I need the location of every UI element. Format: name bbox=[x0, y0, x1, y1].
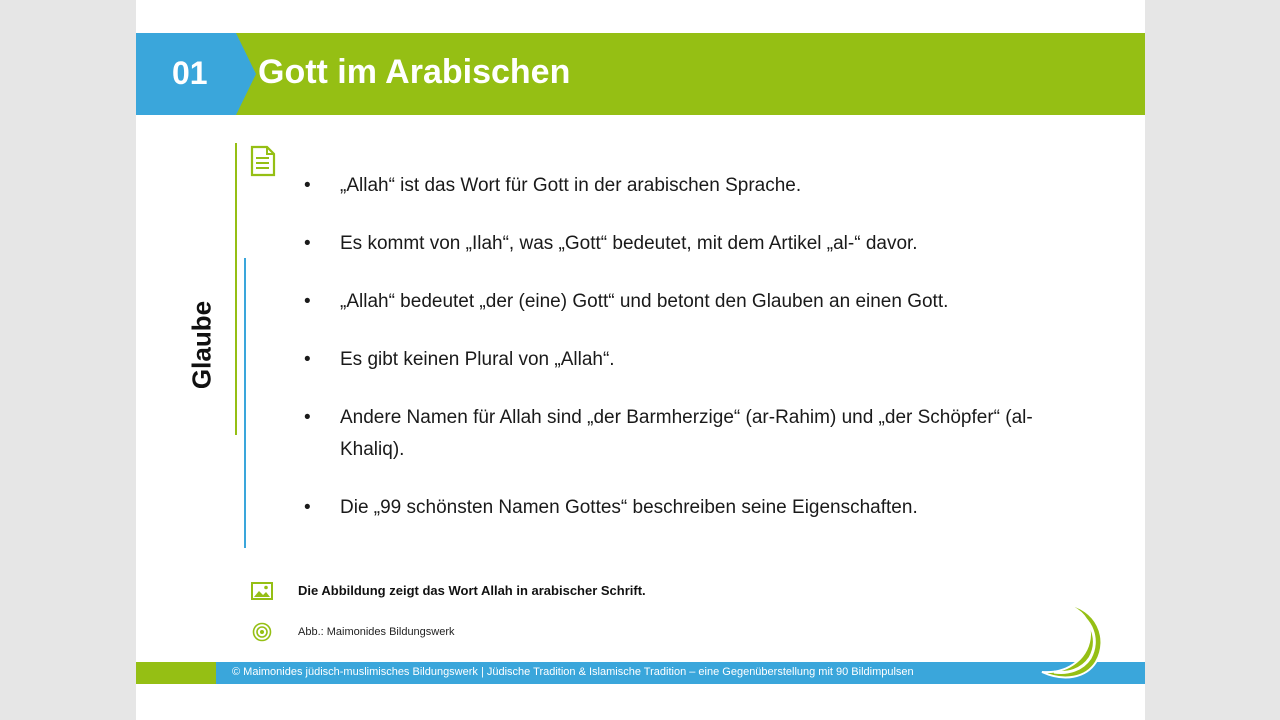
crescent-moon-icon bbox=[1036, 598, 1112, 687]
footer-green-bar bbox=[136, 662, 216, 684]
figure-caption: Die Abbildung zeigt das Wort Allah in arabischer Schrift. bbox=[298, 583, 646, 598]
green-divider-line bbox=[235, 143, 237, 435]
list-item: • Andere Namen für Allah sind „der Barmherzige“ (ar-Rahim) und „der Schöpfer“ (al-Khaliq). bbox=[304, 402, 1084, 466]
header-bar bbox=[136, 33, 1145, 115]
category-label-text: Glaube bbox=[186, 300, 217, 390]
bullet-list bbox=[304, 170, 1084, 550]
list-item: • „Allah“ bedeutet „der (eine) Gott“ und betont den Glauben an einen Gott. bbox=[304, 286, 1084, 318]
document-icon bbox=[250, 145, 276, 182]
footer-text: © Maimonides jüdisch-muslimisches Bildungswerk | Jüdische Tradition & Islamische Tradition – eine Gegenüberstellung mit 90 Bildimpulsen bbox=[232, 666, 914, 678]
page-title: Gott im Arabischen bbox=[258, 53, 571, 91]
section-number: 01 bbox=[172, 55, 208, 91]
list-item: • Es kommt von „Ilah“, was „Gott“ bedeutet, mit dem Artikel „al-“ davor. bbox=[304, 228, 1084, 260]
section-number-arrow bbox=[236, 33, 256, 115]
slide bbox=[136, 0, 1145, 720]
list-item: • Es gibt keinen Plural von „Allah“. bbox=[304, 344, 1084, 376]
list-item: • „Allah“ ist das Wort für Gott in der arabischen Sprache. bbox=[304, 170, 1084, 202]
image-icon bbox=[251, 582, 273, 605]
copyright-icon bbox=[252, 622, 272, 647]
section-number-box bbox=[136, 33, 236, 115]
blue-divider-line bbox=[244, 258, 246, 548]
figure-credit: Abb.: Maimonides Bildungswerk bbox=[298, 626, 455, 638]
list-item: • Die „99 schönsten Namen Gottes“ beschreiben seine Eigenschaften. bbox=[304, 492, 1084, 524]
